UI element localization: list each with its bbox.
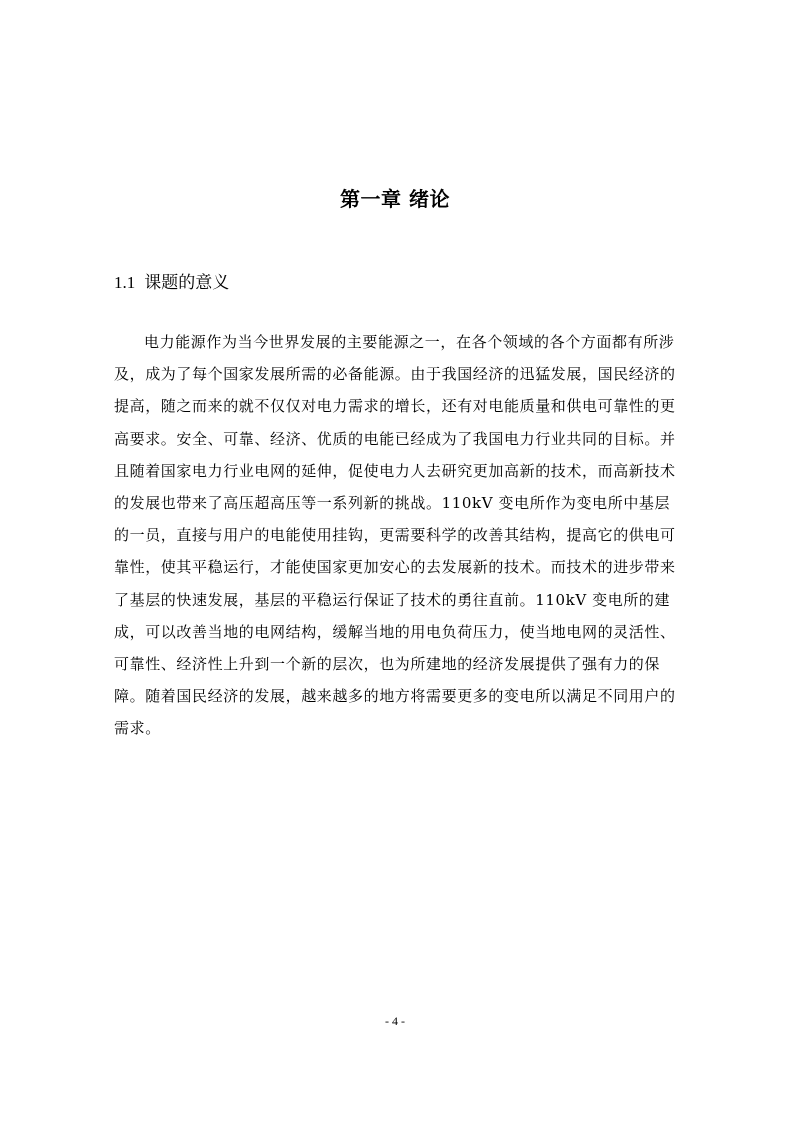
page-number: - 4 - bbox=[385, 1014, 405, 1028]
chapter-title: 第一章 绪论 bbox=[340, 187, 450, 211]
section-heading bbox=[114, 269, 229, 297]
section-title: 课题的意义 bbox=[144, 273, 230, 293]
section-number: 1.1 bbox=[114, 273, 136, 292]
body-paragraph: 电力能源作为当今世界发展的主要能源之一，在各个领域的各个方面都有所涉及，成为了每个国家发展所需的必备能源。由于我国经济的迅猛发展，国民经济的提高，随之而来的就不仅仅对电力需求的增长，还有对电能质量和供电可靠性的更高要求。安全、可靠、经济、优质的电能已经成为了我国电力行业共同的目标。并且随着国家电力行业电网的延伸，促使电力人去研究更加高新的技术，而高新技术的发展也带来了高压超高压等一系列新的挑战。110kV 变电所作为变电所中基层的一员，直接与用户的电能使用挂钩，更需要科学的改善其结构，提高它的供电可靠性，使其平稳运行，才能使国家更加安心的去发展新的技术。而技术的进步带来了基层的快速发展，基层的平稳运行保证了技术的勇往直前。110kV 变电所的建成，可以改善当地的电网结构，缓解当地的用电负荷压力，使当地电网的灵活性、可靠性、经济性上升到一个新的层次，也为所建地的经济发展提供了强有力的保障。随着国民经济的发展，越来越多的地方将需要更多的变电所以满足不同用户的需求。 bbox=[114, 333, 676, 738]
